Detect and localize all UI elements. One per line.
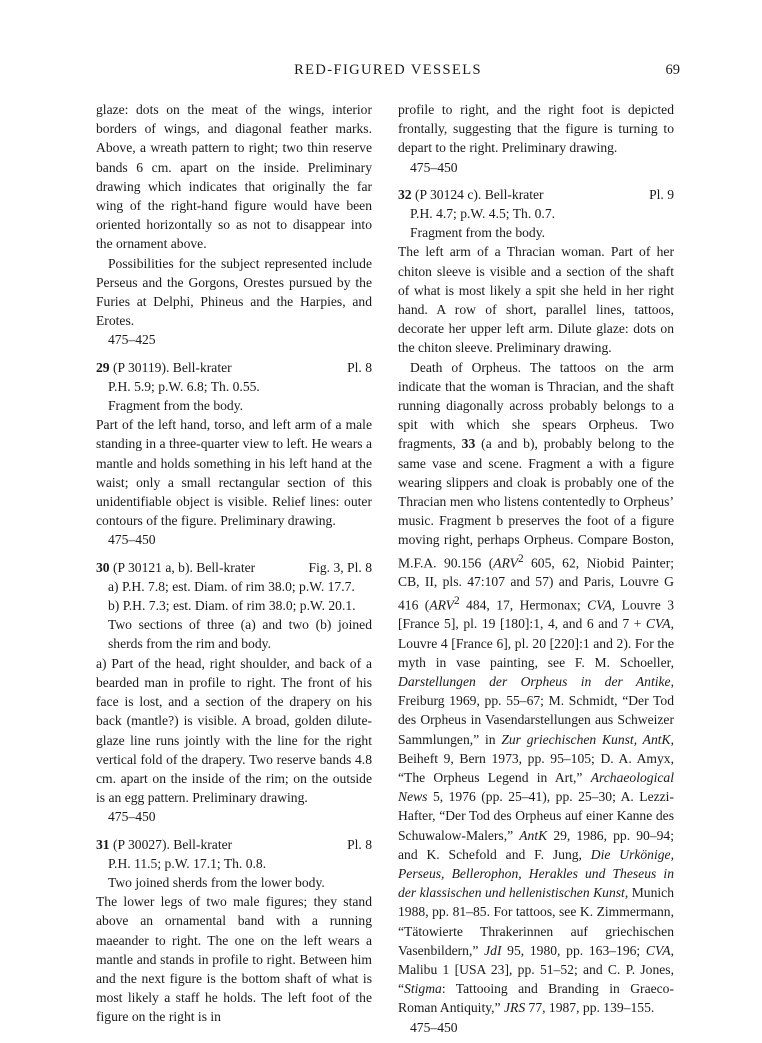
entry-date: 475–425 bbox=[108, 332, 156, 348]
page-number: 69 bbox=[665, 62, 680, 78]
entry-label: (P 30121 a, b). Bell-krater bbox=[109, 559, 256, 575]
entry-heading bbox=[96, 358, 372, 377]
left-column bbox=[96, 100, 372, 1027]
entry-heading bbox=[398, 185, 674, 204]
entry-number: 29 bbox=[96, 359, 110, 375]
entry-label: (P 30124 c). Bell-krater bbox=[411, 186, 544, 202]
entry-description: The lower legs of two male figures; they stand above an ornamental band with a running maeander to right. The one on the left wears a mantle and stands in profile to right. Between him and the next figure is the bottom shaft of what is most likely a staff he holds. The left foot of the figure on the right is in bbox=[96, 894, 372, 1025]
entry-label: (P 30119). Bell-krater bbox=[109, 359, 232, 375]
catalogue-entry-31 bbox=[96, 835, 372, 1027]
plate-reference: Fig. 3, Pl. 8 bbox=[308, 559, 372, 575]
measurements: P.H. 4.7; p.W. 4.5; Th. 0.7. bbox=[410, 206, 556, 222]
entry-date: 475–450 bbox=[410, 1019, 458, 1035]
subject-paragraph: Possibilities for the subject represented include Perseus and the Gorgons, Orestes pursued by the Furies at Delphi, Phineus and the Harpies, and Erotes. bbox=[96, 255, 372, 329]
discussion-paragraph: Death of Orpheus. The tattoos on the arm indicate that the woman is Thracian, and the shaft running diagonally across probably belongs to a spit with which she spears Orpheus. Two fragments, 33 (a and b), probably belong to the same vase and scene. Fragment a with a figure wearing slippers and cloak is probably one of the Thracian men who listens contentedly to Orpheus’ music. Fragment b preserves the foot of a figure moving right, perhaps Orpheus. Compare Boston, M.F.A. 90.156 (ARV$^2$ 605, 62, Niobid Painter; CB, II, pls. 47:107 and 57) and Paris, Louvre G 416 (ARV$^2$ 484, 17, Hermonax; CVA, Louvre 3 [France 5], pl. 19 [180]:1, 4, and 6 and 7 + CVA, Louvre 4 [France 6], pl. 20 [220]:1 and 2). For the myth in vase painting, see F. M. Schoeller, Darstellungen der Orpheus in der Antike, Freiburg 1969, pp. 55–67; M. Schmidt, “Der Tod des Orpheus in Vasendarstellungen aus Schweizer Sammlungen,” in Zur griechischen Kunst, AntK, Beiheft 9, Bern 1973, pp. 95–105; D. A. Amyx, “The Orpheus Legend in Art,” Archaeological News 5, 1976 (pp. 25–41), pp. 25–30; A. Lezzi-Hafter, “Der Tod des Orpheus auf einer Kanne des Schuwalow-Malers,” AntK 29, 1986, pp. 90–94; and K. Schefold and F. Jung, Die Urkönige, Perseus, Bellerophon, Herakles und Theseus in der klassischen und hellenistischen Kunst, Munich 1988, pp. 81–85. For tattoos, see K. Zimmermann, “Tätowierte Thrakerinnen auf griechischen Vasenbildern,” JdI 95, 1980, pp. 163–196; CVA, Malibu 1 [USA 23], pp. 51–52; and C. P. Jones, “Stigma: Tattooing and Branding in Graeco-Roman Antiquity,” JRS 77, 1987, pp. 139–155. bbox=[398, 359, 675, 1016]
entry-heading bbox=[96, 558, 372, 577]
entry-date: 475–450 bbox=[108, 532, 156, 548]
measurements-b: b) P.H. 7.3; est. Diam. of rim 38.0; p.W. 20.1. bbox=[108, 598, 356, 614]
entry-heading bbox=[96, 835, 372, 854]
continued-paragraph: glaze: dots on the meat of the wings, interior borders of wings, and diagonal feather marks. Above, a wreath pattern to right; two thin reserve bands 6 cm. apart on the inside. Preliminary drawing which indicates that originally the far wing of the right-hand figure would have been oriented horizontally so as not to disappear into the ornament above. bbox=[96, 102, 372, 252]
entry-label: (P 30027). Bell-krater bbox=[109, 836, 233, 852]
catalogue-entry-32 bbox=[398, 185, 674, 358]
measurements: P.H. 11.5; p.W. 17.1; Th. 0.8. bbox=[108, 855, 267, 871]
entry-description: Part of the left hand, torso, and left arm of a male standing in a three-quarter view to left. He wears a mantle and holds something in his left hand at the waist; only a small rectangular section of this unidentifiable object is visible. Relief lines: outer contours of the figure. Preliminary drawing. bbox=[96, 417, 372, 529]
entry-number: 31 bbox=[96, 836, 110, 852]
fragment-note: Two joined sherds from the lower body. bbox=[108, 874, 325, 890]
running-title: RED-FIGURED VESSELS bbox=[294, 62, 482, 78]
entry-date: 475–450 bbox=[108, 809, 156, 825]
fragment-note: Fragment from the body. bbox=[410, 225, 546, 241]
entry-number: 30 bbox=[96, 559, 110, 575]
entry-description: The left arm of a Thracian woman. Part of her chiton sleeve is visible and a section of the shaft of what is most likely a spit she held in her right hand. A row of short, parallel lines, tattoos, decorate her upper left arm. Dilute glaze: dots on the chiton sleeve. Preliminary drawing. bbox=[398, 244, 674, 356]
plate-reference: Pl. 9 bbox=[649, 186, 674, 202]
catalogue-entry-30 bbox=[96, 558, 372, 827]
entry-date: 475–450 bbox=[410, 159, 458, 175]
entry-description: a) Part of the head, right shoulder, and back of a bearded man in profile to right. The front of his face is lost, and a section of the drapery on his back (mantle?) is visible. A broad, golden dilute-glaze line runs jointly with the line for the right vertical fold of the drapery. Two reserve bands 4.8 cm. apart on the inside of the rim; on the outside is an egg pattern. Preliminary drawing. bbox=[96, 655, 372, 806]
plate-reference: Pl. 8 bbox=[347, 359, 372, 375]
measurements-a: a) P.H. 7.8; est. Diam. of rim 38.0; p.W. 17.7. bbox=[108, 578, 355, 594]
catalogue-entry-29 bbox=[96, 358, 372, 550]
page-header bbox=[96, 62, 680, 84]
continued-paragraph: profile to right, and the right foot is depicted frontally, suggesting that the figure is turning to depart to the right. Preliminary drawing. bbox=[398, 102, 674, 156]
right-column bbox=[398, 100, 674, 1043]
cross-reference-number: 33 bbox=[461, 436, 476, 452]
fragment-note: Fragment from the body. bbox=[108, 398, 244, 414]
plate-reference: Pl. 8 bbox=[347, 836, 372, 852]
fragment-note: Two sections of three (a) and two (b) joined sherds from the rim and body. bbox=[108, 617, 372, 652]
measurements: P.H. 5.9; p.W. 6.8; Th. 0.55. bbox=[108, 378, 260, 394]
entry-number: 32 bbox=[398, 186, 412, 202]
